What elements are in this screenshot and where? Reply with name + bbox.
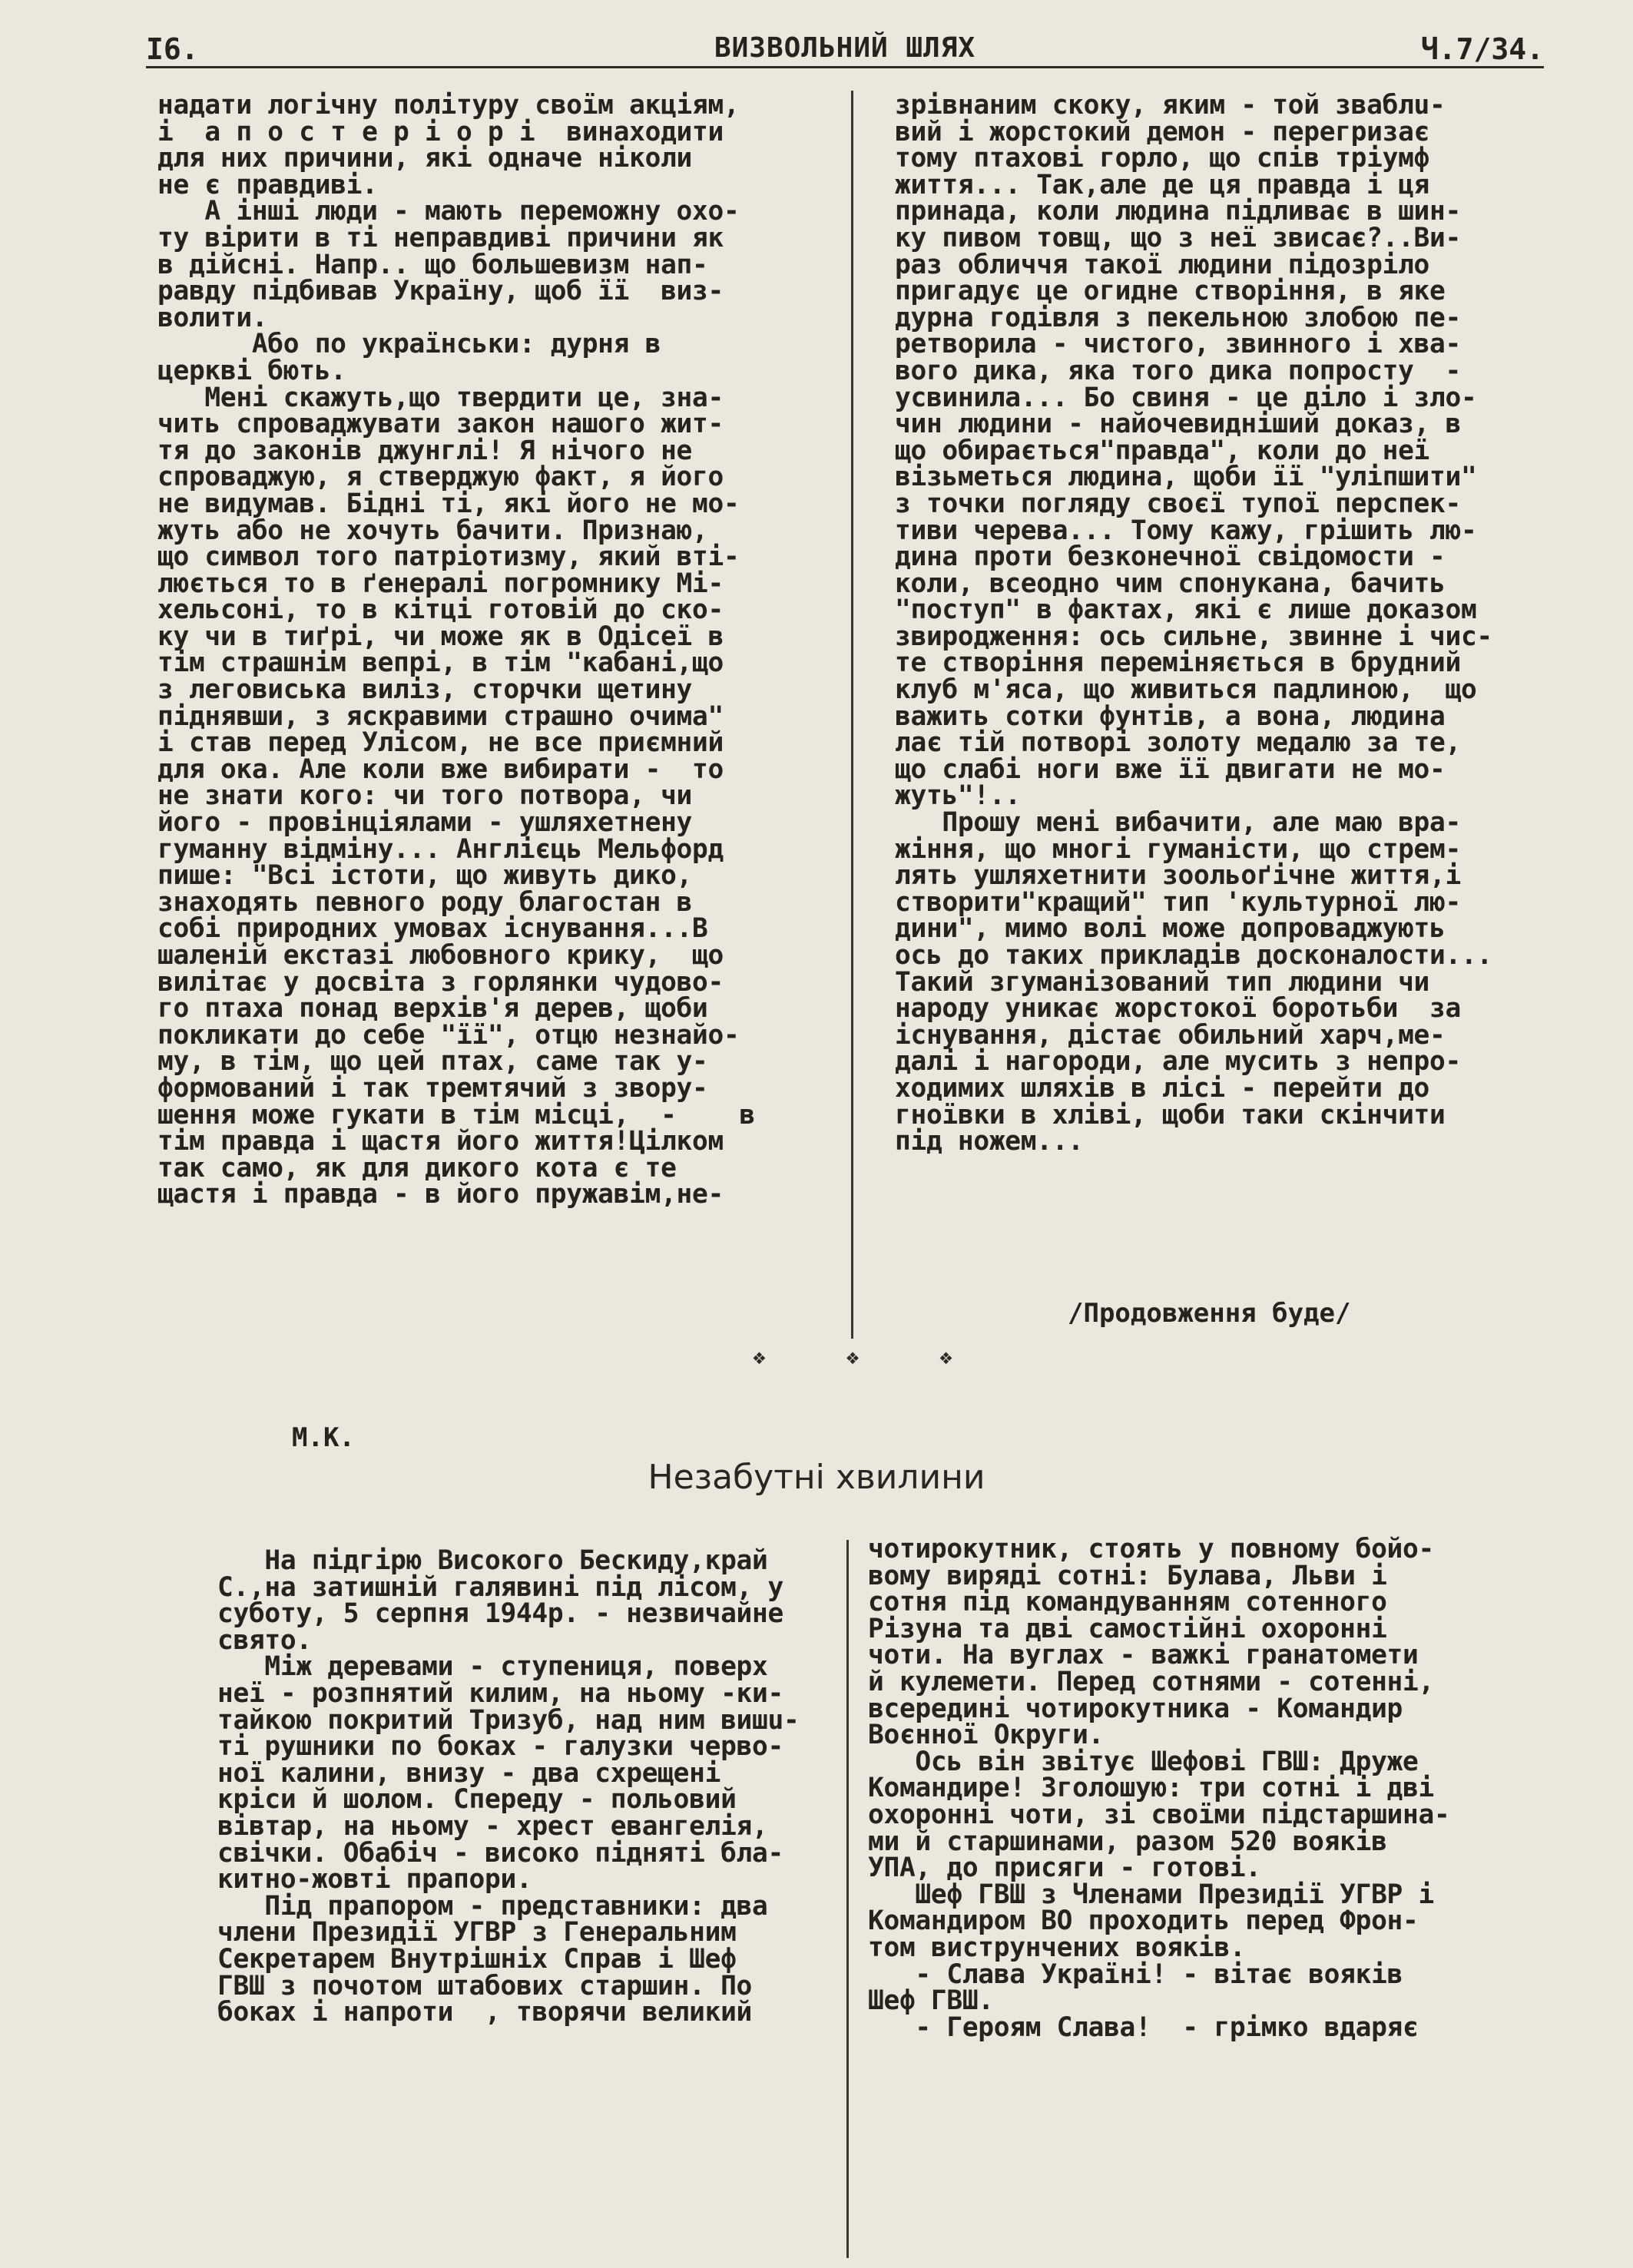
article-author: М.К.	[292, 1422, 355, 1453]
text-line: і став перед Улісом, не все приємний	[157, 727, 724, 759]
article-left-column	[217, 1545, 800, 2028]
top-right-column	[895, 92, 1492, 1155]
text-line: тому птахові горло, що спів тріумф	[895, 143, 1430, 174]
separator-diamond-icon: ❖	[753, 1344, 766, 1369]
text-line: - Героям Слава! - грімко вдаряє	[868, 2011, 1419, 2043]
text-line: вий і жорстокий демон - перегризає	[895, 116, 1430, 147]
text-line: Мені скажуть,що твердити це, зна-	[157, 382, 724, 413]
text-line: шаленій екстазі любовного крику, що	[157, 940, 724, 971]
article-title: Незабутні хвилини	[648, 1458, 985, 1497]
text-line: в дійсні. Напр.. що большевизм нап-	[157, 249, 708, 280]
header-rule	[146, 66, 1544, 68]
text-line: чоти. На вуглах - важкі гранатомети	[868, 1640, 1419, 1671]
text-line: боках і напроти , творячи великий	[217, 1997, 753, 2028]
text-line: ті рушники по боках - галузки черво-	[217, 1731, 783, 1763]
text-line: жуть"!..	[895, 780, 1021, 812]
text-line: жуть або не хочуть бачити. Признаю,	[157, 515, 708, 546]
text-line: члени Президії УГВР з Генеральним	[217, 1917, 737, 1948]
text-line: що символ того патріотизму, який вті-	[157, 541, 740, 573]
text-line: С.,на затишній галявині під лісом, у	[217, 1571, 783, 1603]
text-line: з точки погляду своєї тупої перспек-	[895, 488, 1461, 519]
text-line: Або по українськи: дурня в	[157, 329, 661, 360]
text-line: візьметься людина, щоби її "уліпшити"	[895, 462, 1477, 493]
text-line: ту вірити в ті неправдиві причини як	[157, 222, 724, 253]
text-line: ходимих шляхів в лісі - перейти до	[895, 1072, 1430, 1104]
text-line: народу уникає жорстокої боротьби за	[895, 993, 1461, 1025]
text-line: знаходять певного роду благостан в	[157, 886, 693, 918]
text-line: всередині чотирокутника - Командир	[868, 1693, 1403, 1724]
text-line: надати логічну політуру своїм акціям,	[157, 90, 740, 121]
text-line: тайкою покритий Тризуб, над ним вишu-	[217, 1704, 800, 1736]
text-line: Різуна та дві самостійні охоронні	[868, 1613, 1387, 1644]
continued-note: /Продовження буде/	[1068, 1298, 1351, 1329]
issue-number: Ч.7/34.	[1420, 32, 1544, 66]
text-line: хельсоні, то в кітці готовій до ско-	[157, 594, 724, 626]
text-line: пригадує це огидне створіння, в яке	[895, 276, 1446, 307]
separator-diamond-icon: ❖	[939, 1344, 952, 1369]
text-line: Такий згуманізований тип людини чи	[895, 966, 1430, 998]
column-divider-top	[851, 91, 853, 1339]
text-line: ку пивом товщ, що з неї звисає?..Ви-	[895, 222, 1461, 253]
text-line: Шеф ГВШ.	[868, 1985, 994, 2017]
text-line: тім страшнім вепрі, в тім "кабані,що	[157, 647, 724, 679]
text-line: шення може гукати в тім місці, - в	[157, 1099, 755, 1131]
text-line: Командире! Зголошую: три сотні і дві	[868, 1773, 1434, 1804]
page-number: I6.	[146, 32, 199, 66]
text-line: не є правдиві.	[157, 169, 378, 200]
text-line: що слабі ноги вже її двигати не мо-	[895, 753, 1446, 785]
text-line: спроваджую, я стверджую факт, я його	[157, 462, 724, 493]
separator-diamond-icon: ❖	[846, 1344, 860, 1369]
text-line: дина проти безконечної свідомости -	[895, 541, 1446, 573]
text-line: "поступ" в фактах, які є лише доказом	[895, 594, 1477, 626]
text-line: Прошу мені вибачити, але маю вра-	[895, 807, 1461, 839]
text-line: Шеф ГВШ з Членами Президії УГВР і	[868, 1879, 1434, 1910]
text-line: - Слава Україні! - вітає вояків	[868, 1958, 1403, 1990]
top-left-column	[157, 92, 755, 1208]
text-line: ГВШ з почотом штабових старшин. По	[217, 1970, 753, 2001]
text-line: охоронні чоти, зі своїми підстаршина-	[868, 1799, 1450, 1830]
text-line: для них причини, які одначе ніколи	[157, 143, 693, 174]
text-line: го птаха понад верхів'я дерев, щоби	[157, 993, 708, 1025]
text-line: дини", мимо волі може допроваджують	[895, 913, 1446, 945]
column-divider-bottom	[846, 1540, 849, 2258]
text-line: УПА, до присяги - готові.	[868, 1852, 1261, 1884]
text-line: равду підбивав Україну, щоб її виз-	[157, 276, 724, 307]
text-line: Воєнної Округи.	[868, 1720, 1105, 1751]
text-line: лять ушляхетнити зоольоґічне життя,і	[895, 860, 1461, 892]
text-line: й кулемети. Перед сотнями - сотенні,	[868, 1666, 1434, 1697]
text-line: Під прапором - представники: два	[217, 1890, 768, 1922]
text-line: Командиром ВО проходить перед Фрон-	[868, 1905, 1419, 1937]
text-line: так само, як для дикого кота є те	[157, 1152, 677, 1184]
text-line: дурна годівля з пекельною злобою пе-	[895, 302, 1461, 333]
text-line: раз обличчя такої людини підозріло	[895, 249, 1430, 280]
text-line: усвинила... Бо свиня - це діло і зло-	[895, 382, 1477, 413]
text-line: існування, дістає обильний харч,ме-	[895, 1019, 1446, 1051]
text-line: ось до таких прикладів досконалости...	[895, 940, 1492, 971]
text-line: том виструнчених вояків.	[868, 1932, 1246, 1963]
text-line: створити"кращий" тип 'культурної лю-	[895, 886, 1461, 918]
text-line: ної калини, внизу - два схрещені	[217, 1757, 721, 1789]
text-line: вилітає у досвіта з горлянки чудово-	[157, 966, 724, 998]
text-line: клуб м'яса, що живиться падлиною, що	[895, 674, 1477, 706]
text-line: люється то в ґенералі погромнику Мі-	[157, 568, 724, 599]
text-line: Секретарем Внутрішніх Справ і Шеф	[217, 1943, 737, 1975]
text-line: гноївки в хліві, щоби таки скінчити	[895, 1099, 1446, 1131]
text-line: му, в тім, що цей птах, саме так у-	[157, 1046, 708, 1078]
text-line: сотня під командуванням сотенного	[868, 1587, 1387, 1618]
text-line: чин людини - найочевидніший доказ, в	[895, 409, 1461, 440]
text-line: кріси й шолом. Спереду - польовий	[217, 1784, 737, 1816]
text-line: під ножем...	[895, 1126, 1084, 1157]
text-line: ретворила - чистого, звинного і хва-	[895, 329, 1461, 360]
text-line: гуманну відміну... Англієць Мельфорд	[157, 833, 724, 865]
journal-title: ВИЗВОЛЬНИЙ ШЛЯХ	[714, 32, 976, 64]
text-line: неї - розпнятий килим, на ньому -ки-	[217, 1677, 783, 1709]
text-line: і а п о с т е р і о р і винаходити	[157, 116, 724, 147]
text-line: з леговиська виліз, сторчки щетину	[157, 674, 693, 706]
text-line: чить спроваджувати закон нашого жит-	[157, 409, 724, 440]
text-line: ку чи в тиґрі, чи може як в Одісеї в	[157, 621, 724, 652]
text-line: формований і так тремтячий з звору-	[157, 1072, 708, 1104]
text-line: свічки. Обабіч - високо підняті бла-	[217, 1837, 783, 1869]
text-line: вого дика, яка того дика попросту -	[895, 355, 1461, 386]
text-line: важить сотки фунтів, а вона, людина	[895, 700, 1446, 732]
text-line: коли, всеодно чим спонукана, бачить	[895, 568, 1446, 599]
text-line: піднявши, з яскравими страшно очима"	[157, 700, 724, 732]
page-header	[146, 32, 1544, 71]
text-line: пише: "Всі істоти, що живуть дико,	[157, 860, 693, 892]
text-line: А інші люди - мають переможну охо-	[157, 196, 740, 227]
text-line: для ока. Але коли вже вибирати - то	[157, 753, 724, 785]
article-right-column	[868, 1536, 1449, 2041]
text-line: що обирається"правда", коли до неї	[895, 435, 1430, 466]
text-line: ми й старшинами, разом 520 вояків	[868, 1826, 1387, 1857]
text-line: його - провінціялами - ушляхетнену	[157, 807, 693, 839]
text-line: тім правда і щастя його життя!Цілком	[157, 1126, 724, 1157]
text-line: те створіння переміняється в брудний	[895, 647, 1461, 679]
text-line: китно-жовті прапори.	[217, 1864, 532, 1896]
text-line: На підгірю Високого Бескиду,край	[217, 1545, 768, 1576]
text-line: чотирокутник, стоять у повному бойо-	[868, 1534, 1434, 1564]
text-line: Між деревами - ступениця, поверх	[217, 1651, 768, 1683]
text-line: вівтар, на ньому - хрест евангелія,	[217, 1810, 768, 1842]
text-line: лає тій потворі золоту медалю за те,	[895, 727, 1461, 759]
text-line: церкві бють.	[157, 355, 346, 386]
text-line: волити.	[157, 302, 268, 333]
text-line: суботу, 5 серпня 1944р. - незвичайне	[217, 1598, 783, 1630]
section-separator	[753, 1344, 952, 1369]
text-line: вому виряді сотні: Булава, Льви і	[868, 1560, 1387, 1591]
text-line: Ось він звітує Шефові ГВШ: Друже	[868, 1746, 1419, 1777]
text-line: зрівнаним скоку, яким - той зваблu-	[895, 90, 1446, 121]
text-line: звиродження: ось сильне, звинне і чис-	[895, 621, 1492, 652]
text-line: не видумав. Бідні ті, які його не мо-	[157, 488, 740, 519]
text-line: життя... Так,але де ця правда і ця	[895, 169, 1430, 200]
text-line: принада, коли людина підливає в шин-	[895, 196, 1461, 227]
text-line: щастя і правда - в його пружавім,не-	[157, 1179, 724, 1210]
text-line: жіння, що многі гуманісти, що стрем-	[895, 833, 1461, 865]
text-line: тиви черева... Тому кажу, грішить лю-	[895, 515, 1477, 546]
text-line: тя до законів джунглі! Я нічого не	[157, 435, 693, 466]
text-line: далі і нагороди, але мусить з непро-	[895, 1046, 1461, 1078]
text-line: собі природних умовах існування...В	[157, 913, 708, 945]
text-line: покликати до себе "її", отцю незнайо-	[157, 1019, 740, 1051]
text-line: свято.	[217, 1624, 312, 1656]
text-line: не знати кого: чи того потвора, чи	[157, 780, 693, 812]
